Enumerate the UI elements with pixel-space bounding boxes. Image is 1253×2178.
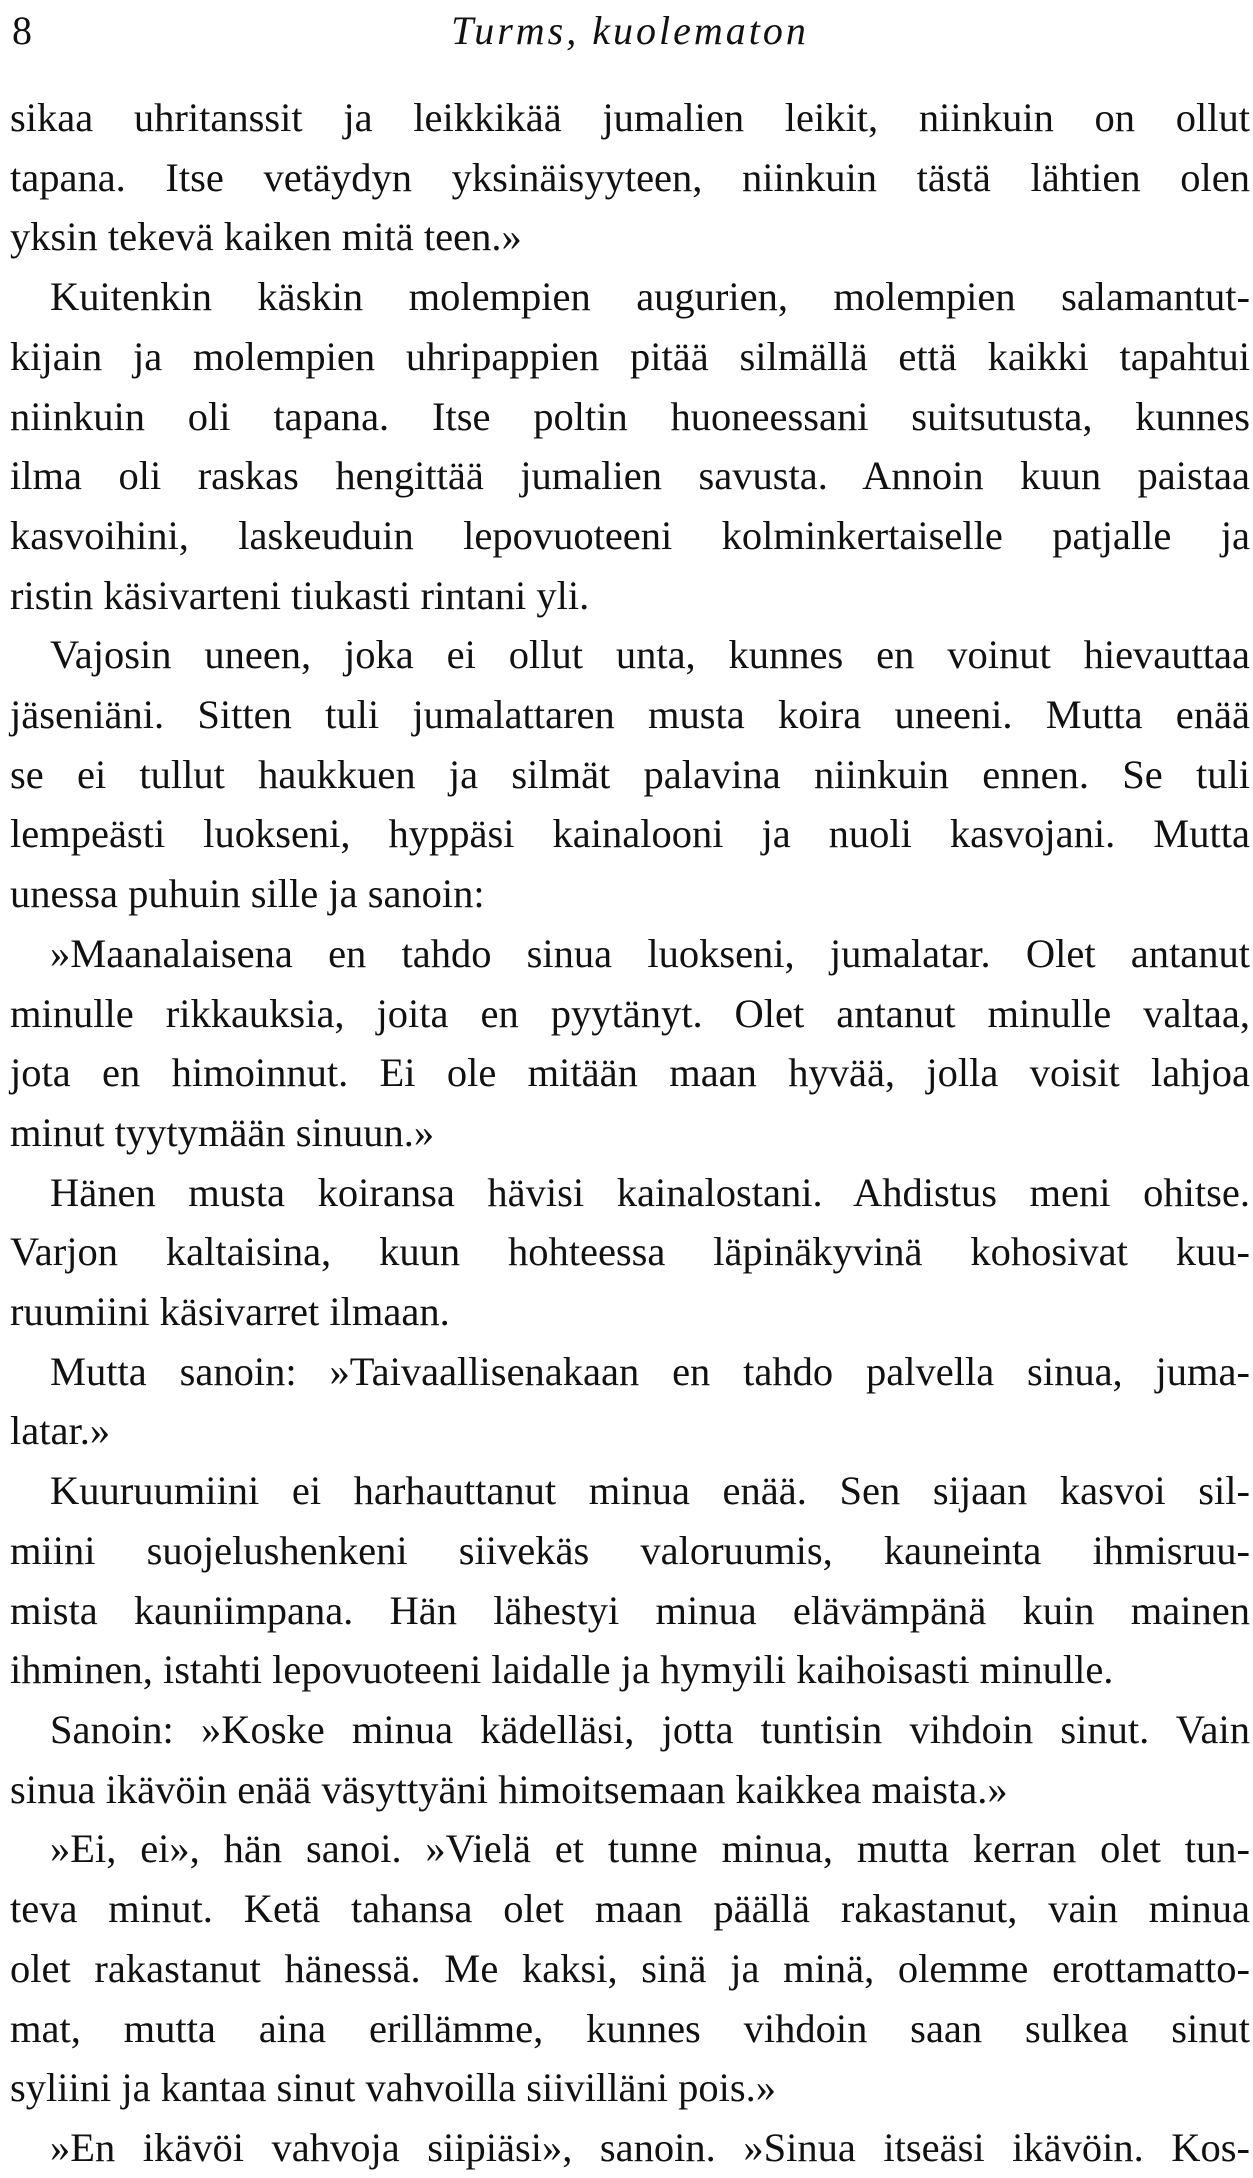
text-line: tapana. Itse vetäydyn yksinäisyyteen, niinkuin tästä lähtien olen [10, 154, 1250, 200]
text-line: »En ikävöi vahvoja siipiäsi», sanoin. »Sinua itseäsi ikävöin. Kos- [50, 2124, 1250, 2170]
text-line: ihminen, istahti lepovuoteeni laidalle ja hymyili kaihoisasti minulle. [10, 1647, 1114, 1693]
page-number: 8 [12, 8, 32, 53]
paragraph [10, 1342, 1250, 1461]
paragraph [10, 267, 1250, 625]
text-line: yksin tekevä kaiken mitä teen.» [10, 214, 522, 260]
text-line: sikaa uhritanssit ja leikkikää jumalien leikit, niinkuin on ollut [10, 95, 1250, 140]
text-line: ristin käsivarteni tiukasti rintani yli. [10, 572, 590, 618]
text-line: minulle rikkauksia, joita en pyytänyt. Olet antanut minulle valtaa, [10, 990, 1250, 1036]
paragraph [10, 1461, 1250, 1700]
paragraph [10, 924, 1250, 1163]
text-line: niinkuin oli tapana. Itse poltin huoneessani suitsutusta, kunnes [10, 393, 1250, 439]
text-line: »Maanalaisena en tahdo sinua luokseni, jumalatar. Olet antanut [50, 930, 1250, 976]
text-line: mista kauniimpana. Hän lähestyi minua elävämpänä kuin mainen [10, 1587, 1250, 1633]
text-line: Hänen musta koiransa hävisi kainalostani. Ahdistus meni ohitse. [50, 1169, 1250, 1215]
paragraph [10, 88, 1250, 267]
text-line: sinua ikävöin enää väsyttyäni himoitsemaan kaikkea maista.» [10, 1766, 1008, 1812]
paragraph [10, 1163, 1250, 1342]
text-line: ilma oli raskas hengittää jumalien savusta. Annoin kuun paistaa [10, 453, 1250, 499]
text-line: se ei tullut haukkuen ja silmät palavina niinkuin ennen. Se tuli [10, 751, 1250, 797]
text-line: teva minut. Ketä tahansa olet maan päällä rakastanut, vain minua [10, 1886, 1250, 1932]
text-line: lempeästi luokseni, hyppäsi kainalooni ja nuoli kasvojani. Mutta [10, 811, 1250, 857]
text-line: olet rakastanut hänessä. Me kaksi, sinä ja minä, olemme erottamatto- [10, 1945, 1250, 1991]
paragraph [10, 625, 1250, 924]
page-header [10, 0, 1250, 78]
text-line: Kuuruumiini ei harhauttanut minua enää. Sen sijaan kasvoi sil- [50, 1468, 1250, 1514]
text-line: kasvoihini, laskeuduin lepovuoteeni kolminkertaiselle patjalle ja [10, 512, 1250, 558]
text-line: Sanoin: »Koske minua kädelläsi, jotta tuntisin vihdoin sinut. Vain [50, 1706, 1250, 1752]
text-line: latar.» [10, 1408, 111, 1454]
book-page [10, 0, 1250, 2170]
text-line: miini suojelushenkeni siivekäs valoruumis, kauneinta ihmisruu- [10, 1527, 1250, 1573]
text-line: Mutta sanoin: »Taivaallisenakaan en tahdo palvella sinua, juma- [50, 1348, 1250, 1394]
text-line: ruumiini käsivarret ilmaan. [10, 1289, 450, 1335]
paragraph [10, 1700, 1250, 1819]
text-line: minut tyytymään sinuun.» [10, 1109, 435, 1155]
text-line: jäseniäni. Sitten tuli jumalattaren musta koira uneeni. Mutta enää [10, 692, 1250, 738]
text-line: Kuitenkin käskin molempien augurien, molempien salamantut- [50, 274, 1250, 320]
paragraph [10, 2118, 1250, 2178]
text-line: jota en himoinnut. Ei ole mitään maan hyvää, jolla voisit lahjoa [10, 1050, 1250, 1096]
text-line: syliini ja kantaa sinut vahvoilla siivilläni pois.» [10, 2065, 777, 2111]
text-line: Vajosin uneen, joka ei ollut unta, kunnes en voinut hievauttaa [50, 632, 1250, 678]
paragraph [10, 1819, 1250, 2118]
text-line: kijain ja molempien uhripappien pitää silmällä että kaikki tapahtui [10, 333, 1250, 379]
text-line: unessa puhuin sille ja sanoin: [10, 871, 485, 917]
text-line: »Ei, ei», hän sanoi. »Vielä et tunne minua, mutta kerran olet tun- [50, 1826, 1250, 1872]
body-text [10, 88, 1250, 2178]
text-line: mat, mutta aina erillämme, kunnes vihdoin saan sulkea sinut [10, 2005, 1250, 2051]
text-line: Varjon kaltaisina, kuun hohteessa läpinäkyvinä kohosivat kuu- [10, 1229, 1250, 1275]
running-title: Turms, kuolematon [451, 8, 809, 53]
